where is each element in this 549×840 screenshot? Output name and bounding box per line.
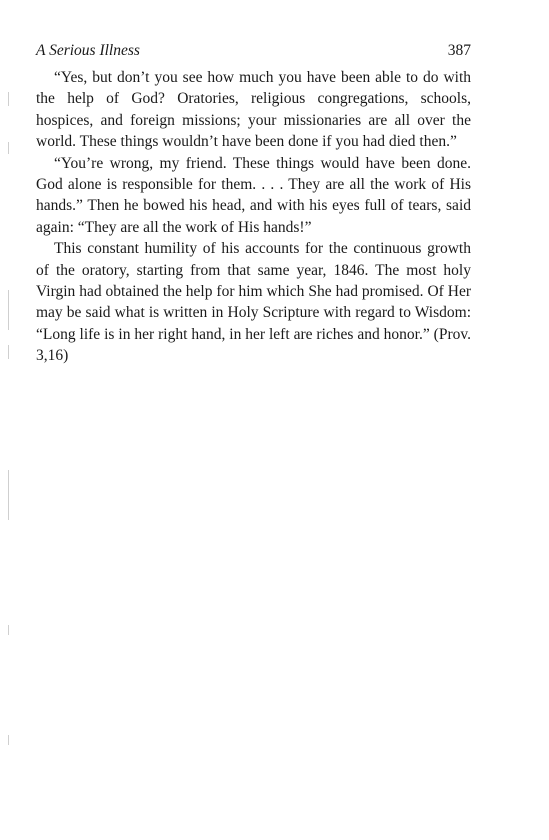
scan-speck xyxy=(8,735,9,745)
paragraph-2: “You’re wrong, my friend. These things would have been done. God alone is responsible for them. . . . They are all the work of His hands.” Then he bowed his head, and with his eyes full of tears, said again: “They are all the work of His hands!” xyxy=(36,154,471,236)
chapter-title: A Serious Illness xyxy=(36,42,140,59)
running-head xyxy=(36,42,471,64)
scan-speck xyxy=(8,142,9,154)
body-text xyxy=(36,67,471,367)
paragraph-1: “Yes, but don’t you see how much you have been able to do with the help of God? Oratories, religious congregations, schools, hospices, and foreign missions; your missionaries are all over the world. These things wouldn’t have been done if you had died then.” xyxy=(36,69,471,151)
page-number: 387 xyxy=(447,42,471,59)
scan-speck xyxy=(8,290,9,330)
scan-speck xyxy=(8,625,9,635)
scan-speck xyxy=(8,92,9,106)
paragraph-3: This constant humility of his accounts for the continuous growth of the oratory, starting from that same year, 1846. The most holy Virgin had obtained the help for him which She had promised. Of Her may be said what is written in Holy Scripture with regard to Wisdom: “Long life is in her right hand, in her left are riches and honor.” (Prov. 3,16) xyxy=(36,240,471,365)
scan-speck xyxy=(8,470,9,520)
scan-speck xyxy=(8,345,9,359)
